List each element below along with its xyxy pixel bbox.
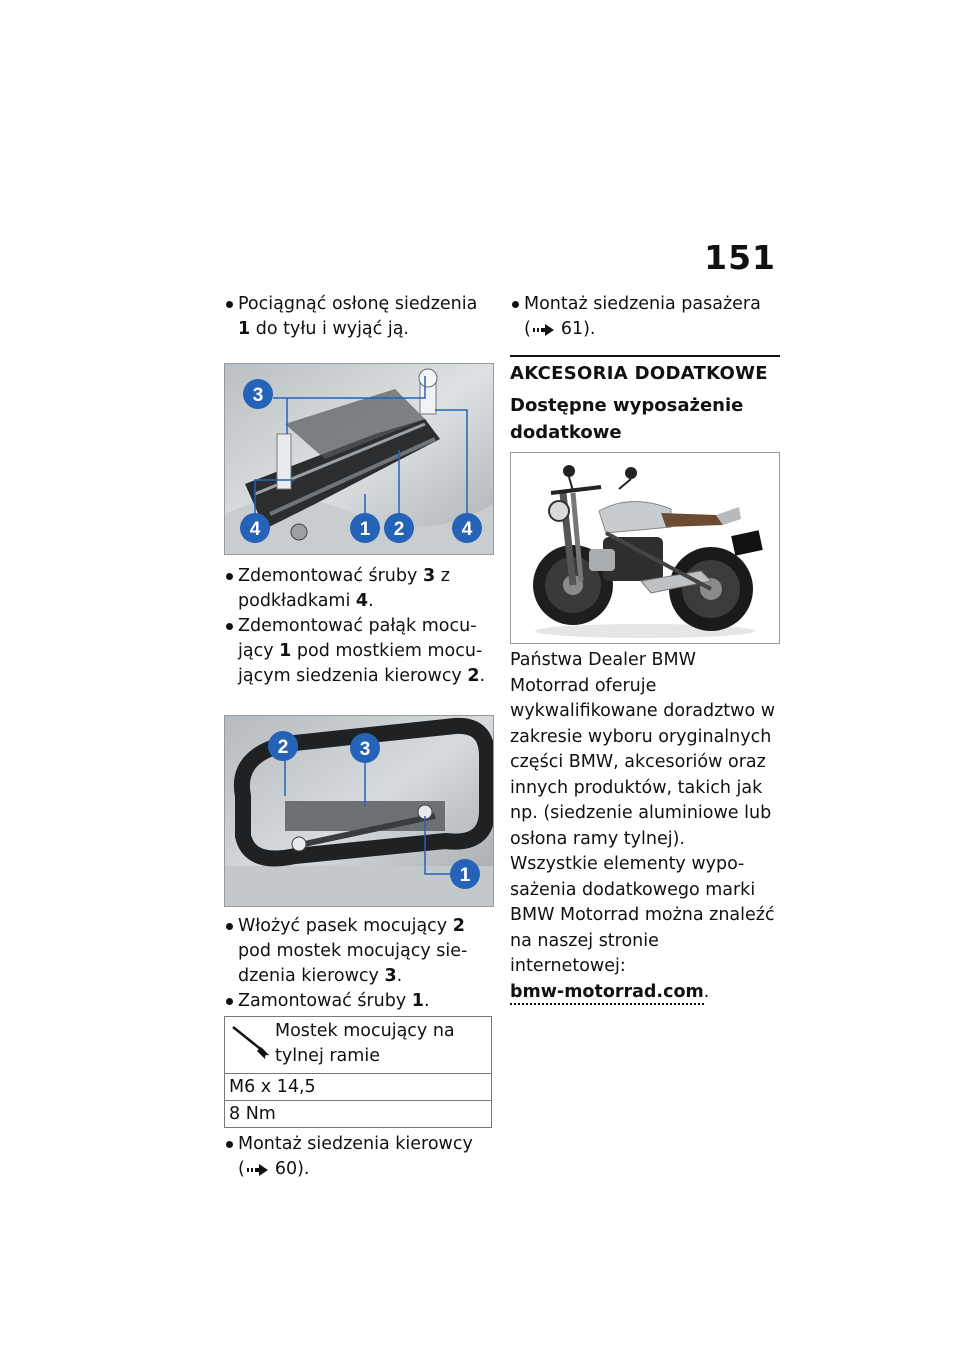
- instruction-step-7: Montaż siedzenia pasażera ( 61).: [510, 292, 780, 342]
- page-reference-61[interactable]: ( 61).: [524, 319, 596, 339]
- seat-frame-illustration: [225, 364, 493, 554]
- page-reference-arrow-icon: [246, 1163, 272, 1177]
- accessories-paragraph-2: Wszystkie elementy wyposażenia dodatkowego marki BMW Motorrad można znaleźć na naszej stronie internetowej: bmw-motorrad.com.: [510, 852, 780, 1005]
- instruction-step-4: Włożyć pasek mocujący 2 pod mostek mocujący siedzenia kierowcy 3.: [224, 914, 492, 989]
- section-divider: [510, 355, 780, 357]
- instruction-step-3: Zdemontować pałąk mocujący 1 pod mostkiem mocującym siedzenia kierowcy 2.: [224, 614, 492, 689]
- left-column: [224, 292, 492, 1182]
- motorcycle-figure: [510, 452, 780, 644]
- svg-text:2: 2: [277, 737, 289, 758]
- torque-spec-table: [224, 1016, 492, 1128]
- section-title: AKCESORIA DODATKOWE: [510, 363, 768, 384]
- instruction-step-2: Zdemontować śruby 3 z podkładkami 4.: [224, 564, 492, 614]
- svg-text:3: 3: [359, 739, 371, 760]
- motorcycle-illustration: [511, 453, 779, 643]
- callout-4-right: [452, 513, 482, 543]
- callout-2: [268, 731, 298, 761]
- callout-1: [450, 859, 480, 889]
- svg-text:1: 1: [459, 865, 471, 886]
- website-link[interactable]: bmw-motorrad.com: [510, 982, 704, 1005]
- svg-text:3: 3: [252, 385, 264, 406]
- callout-2: [384, 513, 414, 543]
- torque-spec-header: [225, 1017, 492, 1074]
- securing-strap-illustration: [225, 716, 493, 906]
- instruction-step-1: Pociągnąć osłonę siedzenia 1 do tyłu i wyjąć ją.: [224, 292, 492, 342]
- instruction-step-5: Zamontować śruby 1.: [224, 989, 492, 1014]
- right-column: [510, 292, 780, 1005]
- instruction-step-6: Montaż siedzenia kierowcy ( 60).: [224, 1132, 492, 1182]
- callout-3: [243, 379, 273, 409]
- svg-text:2: 2: [393, 519, 405, 540]
- accessories-paragraph-1: Państwa Dealer BMW Motorrad oferuje wykwalifikowane doradztwo w zakresie wyboru oryginalnych części BMW, akcesoriów oraz innych produktów, takich jak np. (siedzenie aluminiowe lub osłona ramy tylnej).: [510, 650, 776, 849]
- callout-4-left: [240, 513, 270, 543]
- torque-spec-value: 8 Nm: [225, 1101, 492, 1128]
- torque-wrench-icon: [225, 1017, 275, 1067]
- svg-text:1: 1: [359, 519, 371, 540]
- page-reference-60[interactable]: ( 60).: [238, 1159, 310, 1179]
- torque-spec-bolt: M6 x 14,5: [225, 1074, 492, 1101]
- page-reference-arrow-icon: [532, 323, 558, 337]
- svg-text:4: 4: [249, 519, 261, 540]
- page-number: 151: [704, 238, 776, 277]
- callout-1: [350, 513, 380, 543]
- torque-spec-title: Mostek mocujący na tylnej ramie: [275, 1021, 455, 1066]
- callout-3: [350, 733, 380, 763]
- svg-text:4: 4: [461, 519, 473, 540]
- securing-strap-figure: [224, 715, 494, 907]
- subsection-title: Dostępne wyposażenie dodatkowe: [510, 395, 744, 443]
- seat-frame-figure: [224, 363, 494, 555]
